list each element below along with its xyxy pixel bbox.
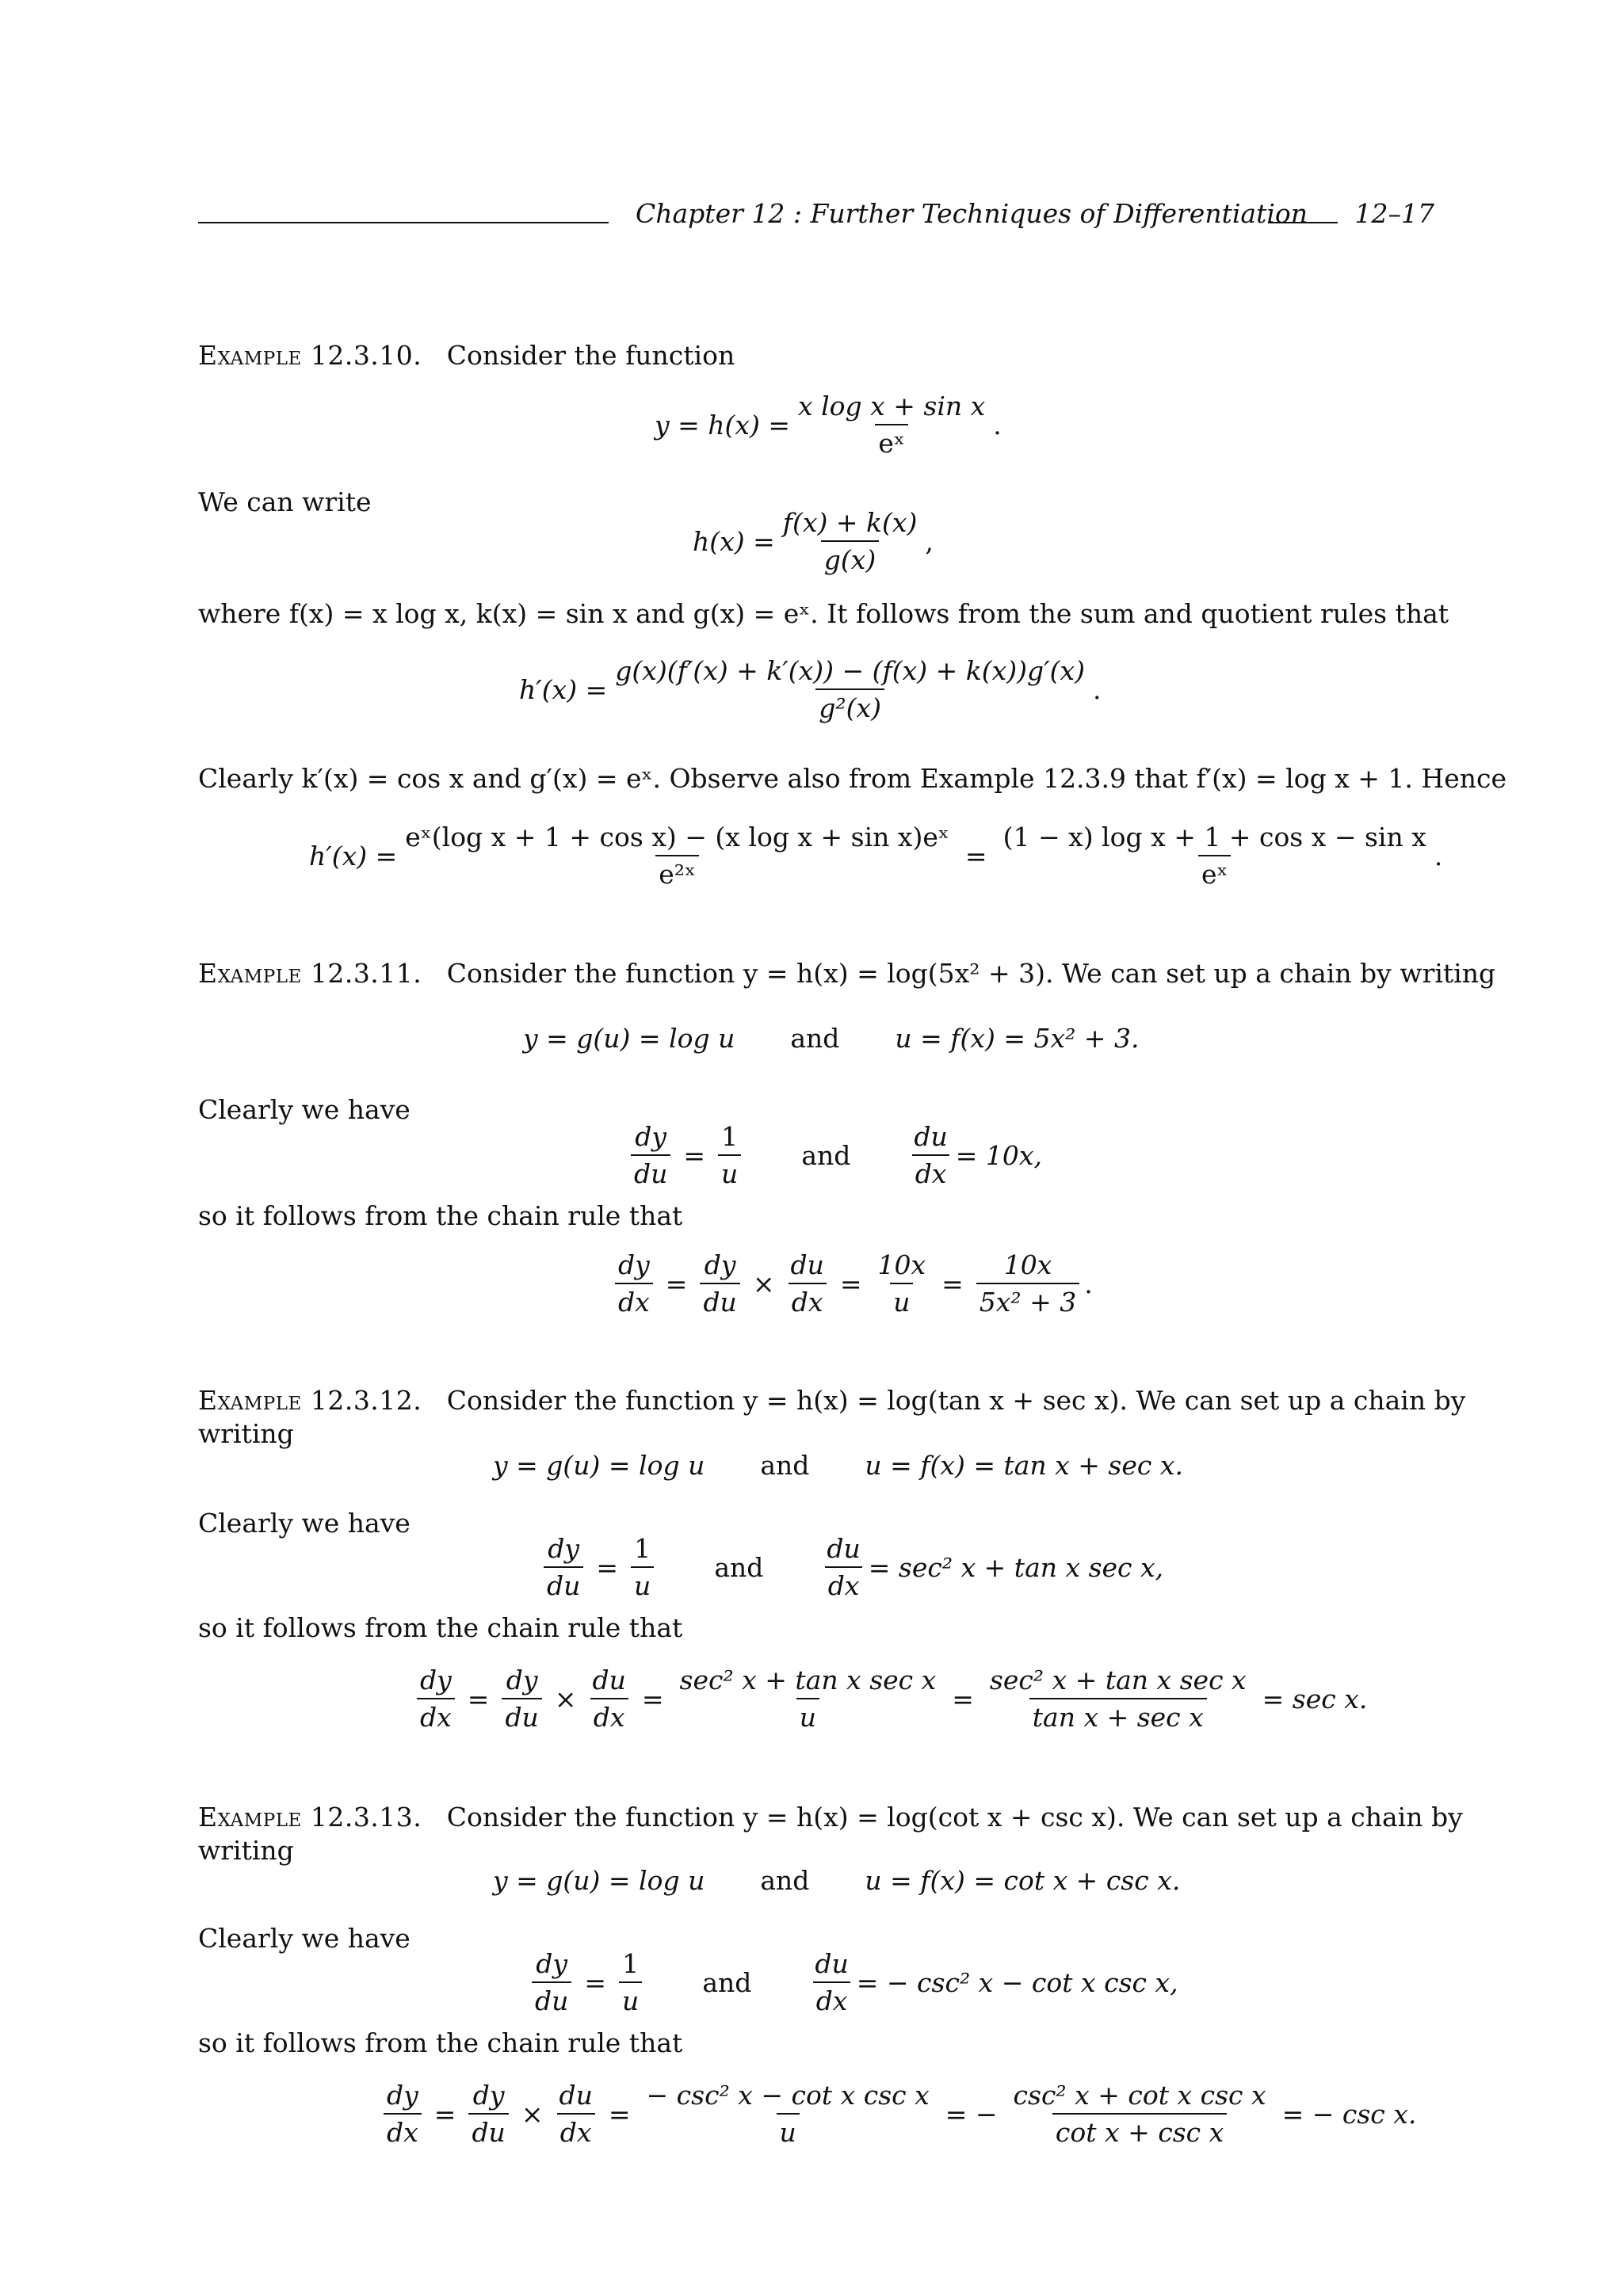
fraction-denominator: du <box>532 1981 571 2014</box>
chain-definition <box>523 1023 1140 1054</box>
equals-minus: = − <box>945 2098 998 2130</box>
fraction-numerator: f(x) + k(x) <box>782 507 918 538</box>
fraction-denominator: dx <box>384 2113 422 2145</box>
rhs: = sec² x + tan x sec x, <box>868 1551 1164 1583</box>
fraction-numerator: − csc² x − cot x csc x <box>646 2080 930 2111</box>
fraction-denominator: dx <box>825 1566 863 1599</box>
fraction-denominator: cot x + csc x <box>1052 2113 1227 2145</box>
paragraph-chain-rule: so it follows from the chain rule that <box>198 2027 683 2058</box>
fraction <box>1000 822 1430 890</box>
fraction <box>718 1123 741 1187</box>
equals-sign: = <box>584 1966 607 1998</box>
derivatives-pair <box>539 1535 1163 1599</box>
fraction-denominator: du <box>468 2113 508 2145</box>
derivatives-pair <box>527 1948 1178 2016</box>
fraction-denominator: u <box>718 1154 741 1187</box>
fraction <box>976 1249 1079 1318</box>
fraction-denominator: u <box>619 1981 642 2014</box>
chain-outer: y = g(u) = log u <box>493 1865 705 1896</box>
example-intro: Consider the function y = h(x) = log(cot x + csc x). We can set up a chain by <box>446 1802 1463 1833</box>
fraction <box>384 2080 422 2148</box>
fraction-numerator: du <box>815 1948 849 1979</box>
page-number: 12–17 <box>1354 198 1434 229</box>
chain-outer: y = g(u) = log u <box>493 1450 705 1481</box>
punctuation: . <box>1084 1268 1093 1299</box>
equation-lhs: h′(x) = <box>519 673 608 705</box>
punctuation: , <box>925 525 934 557</box>
fraction-denominator: du <box>544 1566 583 1599</box>
example-12-3-13-heading <box>198 1802 1463 1833</box>
equation-h-quotient <box>693 509 934 573</box>
fraction-denominator: u <box>796 1698 819 1730</box>
chain-outer: y = g(u) = log u <box>523 1023 735 1054</box>
fraction-denominator: dx <box>912 1154 950 1187</box>
fraction <box>677 1665 940 1733</box>
rhs: = − csc² x − cot x csc x, <box>856 1966 1178 1998</box>
equation-lhs: y = h(x) = <box>655 409 791 441</box>
header-rule-left <box>198 222 609 223</box>
fraction-denominator: eˣ <box>1198 855 1232 887</box>
chapter-title: Chapter 12 : Further Techniques of Differentiation <box>636 198 1308 229</box>
example-intro: Consider the function y = h(x) = log(tan x + sec x). We can set up a chain by <box>446 1385 1466 1416</box>
result: = sec x. <box>1262 1683 1368 1714</box>
fraction-numerator: du <box>592 1665 626 1695</box>
paragraph-clearly-we-have: Clearly we have <box>198 1923 411 1954</box>
equation-h-derivative-result <box>309 822 1443 890</box>
fraction <box>795 391 988 459</box>
and-word: and <box>790 1023 840 1054</box>
fraction-denominator: dx <box>590 1698 628 1730</box>
example-12-3-12-heading <box>198 1385 1466 1416</box>
chain-definition <box>493 1867 1180 1894</box>
fraction <box>402 822 953 890</box>
equals-sign: = <box>683 1139 706 1171</box>
fraction-denominator: g²(x) <box>815 688 884 721</box>
chain-inner: u = f(x) = tan x + sec x. <box>865 1450 1183 1481</box>
equation-lhs: h′(x) = <box>309 840 398 871</box>
equals-sign: = <box>964 840 987 871</box>
example-12-3-10-heading <box>198 340 735 371</box>
fraction-denominator: dx <box>417 1698 455 1730</box>
equals-sign: = <box>839 1268 862 1299</box>
equals-sign: = <box>941 1268 964 1299</box>
running-header <box>198 198 1434 246</box>
fraction <box>812 1948 851 2016</box>
example-label: Example 12.3.13. <box>198 1802 422 1833</box>
equals-sign: = <box>665 1268 688 1299</box>
paragraph-clearly: Clearly k′(x) = cos x and g′(x) = eˣ. Observe also from Example 12.3.9 that f′(x) = log x + 1. Hence <box>198 763 1507 794</box>
fraction-numerator: dy <box>420 1665 452 1695</box>
fraction <box>468 2080 508 2148</box>
fraction-denominator: dx <box>813 1981 851 2014</box>
fraction-numerator: du <box>827 1533 861 1564</box>
fraction-numerator: 1 <box>634 1533 651 1564</box>
example-intro-continued: writing <box>198 1418 294 1449</box>
fraction <box>619 1948 642 2016</box>
fraction <box>643 2080 933 2148</box>
fraction-numerator: sec² x + tan x sec x <box>989 1665 1247 1695</box>
fraction-numerator: du <box>790 1249 824 1280</box>
fraction-numerator: 1 <box>721 1121 739 1152</box>
chain-inner: u = f(x) = 5x² + 3. <box>895 1023 1140 1054</box>
equation-h-definition <box>655 391 1002 459</box>
fraction <box>875 1249 930 1318</box>
fraction-numerator: 10x <box>1003 1249 1052 1280</box>
example-label: Example 12.3.10. <box>198 340 422 371</box>
fraction-numerator: du <box>914 1121 948 1152</box>
fraction <box>615 1249 653 1318</box>
fraction-denominator: u <box>631 1566 654 1599</box>
paragraph-chain-rule: so it follows from the chain rule that <box>198 1612 683 1643</box>
chain-rule-result <box>379 2080 1417 2148</box>
example-label: Example 12.3.12. <box>198 1385 422 1416</box>
fraction-numerator: dy <box>704 1249 736 1280</box>
fraction <box>700 1249 739 1318</box>
fraction-denominator: du <box>700 1283 739 1315</box>
fraction <box>987 1665 1250 1733</box>
fraction-denominator: u <box>890 1283 913 1315</box>
fraction-numerator: du <box>559 2080 593 2111</box>
fraction-numerator: dy <box>506 1665 538 1695</box>
fraction <box>556 2080 595 2148</box>
fraction-numerator: x log x + sin x <box>798 391 986 421</box>
fraction <box>417 1665 455 1733</box>
equals-sign: = <box>952 1683 974 1714</box>
equals-sign: = <box>596 1551 619 1583</box>
fraction-numerator: dy <box>387 2080 418 2111</box>
fraction-numerator: csc² x + cot x csc x <box>1013 2080 1266 2111</box>
equation-h-derivative-general <box>519 655 1102 723</box>
paragraph-chain-rule: so it follows from the chain rule that <box>198 1200 683 1231</box>
result: = − csc x. <box>1281 2098 1417 2130</box>
fraction <box>911 1123 950 1187</box>
fraction <box>631 1535 654 1599</box>
fraction-denominator: dx <box>615 1283 653 1315</box>
example-label: Example 12.3.11. <box>198 958 422 989</box>
and-word: and <box>760 1450 810 1481</box>
chain-rule-result <box>412 1665 1368 1733</box>
times-sign: × <box>752 1268 775 1299</box>
fraction-denominator: dx <box>557 2113 595 2145</box>
derivatives-pair <box>626 1123 1042 1187</box>
fraction-numerator: 1 <box>622 1948 640 1979</box>
fraction-numerator: (1 − x) log x + 1 + cos x − sin x <box>1002 822 1426 852</box>
fraction <box>787 1249 827 1318</box>
fraction-numerator: sec² x + tan x sec x <box>679 1665 937 1695</box>
fraction-numerator: dy <box>472 2080 505 2111</box>
fraction <box>1010 2080 1270 2148</box>
fraction-denominator: 5x² + 3 <box>976 1283 1079 1315</box>
and-word: and <box>801 1139 851 1171</box>
paragraph-we-can-write: We can write <box>198 486 372 517</box>
fraction <box>502 1665 541 1733</box>
fraction-denominator: e²ˣ <box>655 855 699 887</box>
paragraph-where: where f(x) = x log x, k(x) = sin x and g(x) = eˣ. It follows from the sum and quotient rules that <box>198 598 1449 629</box>
punctuation: . <box>1434 840 1443 871</box>
equation-lhs: h(x) = <box>693 525 775 557</box>
fraction-denominator: du <box>502 1698 541 1730</box>
equals-sign: = <box>608 2098 631 2130</box>
fraction-numerator: eˣ(log x + 1 + cos x) − (x log x + sin x)eˣ <box>405 822 949 852</box>
chain-definition <box>493 1450 1183 1481</box>
punctuation: . <box>993 409 1002 441</box>
fraction <box>823 1535 863 1599</box>
fraction-numerator: dy <box>536 1948 568 1979</box>
example-intro: Consider the function y = h(x) = log(5x² + 3). We can set up a chain by writing <box>446 958 1496 989</box>
fraction-numerator: dy <box>618 1249 650 1280</box>
header-rule-right <box>1268 222 1338 223</box>
chain-rule-result <box>610 1249 1093 1318</box>
fraction <box>780 509 921 573</box>
fraction <box>589 1665 628 1733</box>
chain-inner: u = f(x) = cot x + csc x. <box>865 1865 1181 1896</box>
times-sign: × <box>554 1683 577 1714</box>
fraction-numerator: dy <box>548 1533 580 1564</box>
fraction-numerator: dy <box>635 1121 667 1152</box>
fraction-denominator: tan x + sec x <box>1029 1698 1207 1730</box>
fraction-denominator: u <box>777 2113 800 2145</box>
example-12-3-11-heading <box>198 958 1496 989</box>
fraction <box>532 1948 571 2016</box>
fraction-denominator: dx <box>789 1283 827 1315</box>
punctuation: . <box>1092 673 1102 705</box>
and-word: and <box>714 1551 764 1583</box>
equals-sign: = <box>433 2098 456 2130</box>
fraction-numerator: g(x)(f′(x) + k′(x)) − (f(x) + k(x))g′(x) <box>615 655 1085 686</box>
paragraph-clearly-we-have: Clearly we have <box>198 1508 411 1539</box>
fraction-denominator: eˣ <box>875 424 908 456</box>
and-word: and <box>760 1865 810 1896</box>
paragraph-clearly-we-have: Clearly we have <box>198 1094 411 1125</box>
times-sign: × <box>521 2098 544 2130</box>
and-word: and <box>702 1966 752 1998</box>
equals-sign: = <box>467 1683 490 1714</box>
equals-sign: = <box>641 1683 664 1714</box>
fraction-numerator: 10x <box>877 1249 926 1280</box>
rhs: = 10x, <box>955 1139 1042 1171</box>
fraction <box>631 1123 670 1187</box>
example-intro-continued: writing <box>198 1835 294 1866</box>
fraction-denominator: du <box>631 1154 670 1187</box>
fraction-denominator: g(x) <box>821 540 879 573</box>
fraction <box>544 1535 583 1599</box>
example-intro: Consider the function <box>446 340 735 371</box>
fraction <box>612 655 1088 723</box>
